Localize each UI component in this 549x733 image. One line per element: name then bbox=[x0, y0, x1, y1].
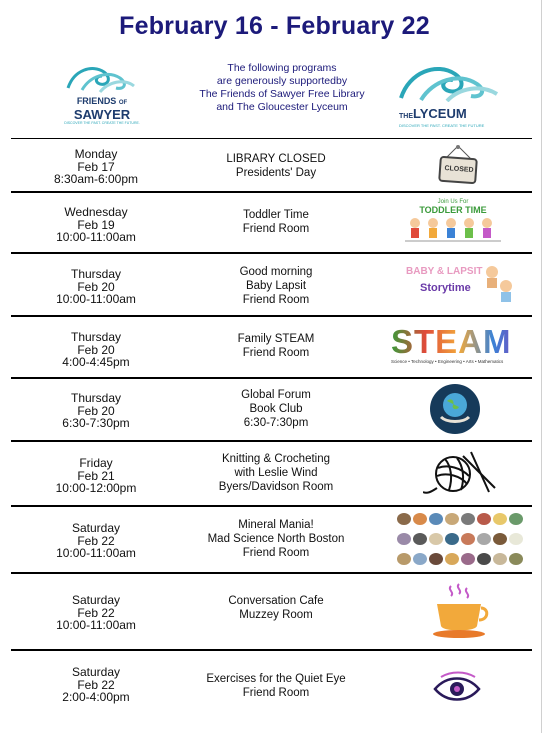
coffee-cup-icon bbox=[429, 582, 489, 645]
closed-sign-icon bbox=[436, 144, 480, 191]
globe-icon bbox=[429, 383, 481, 440]
event-time: 2:00-4:00pm bbox=[62, 690, 130, 704]
lyceum-logo bbox=[393, 58, 503, 128]
steam-logo bbox=[391, 325, 527, 369]
baby-lapsit-caption-2: Storytime bbox=[420, 282, 471, 294]
event-line: Byers/Davidson Room bbox=[218, 481, 334, 493]
sponsor-text bbox=[187, 62, 377, 114]
event-description bbox=[191, 672, 361, 700]
event-day: Wednesday bbox=[64, 205, 128, 219]
sponsor-line: and The Gloucester Lyceum bbox=[216, 101, 348, 113]
event-row bbox=[11, 138, 532, 191]
sponsor-header bbox=[0, 52, 549, 132]
event-date bbox=[41, 457, 151, 495]
yarn-ball-icon bbox=[423, 448, 503, 501]
row-divider bbox=[11, 191, 532, 193]
event-line: Mineral Mania! bbox=[238, 519, 314, 531]
event-line: Muzzey Room bbox=[239, 609, 313, 621]
event-date-label: Feb 22 bbox=[77, 677, 115, 692]
event-line: Global Forum bbox=[241, 389, 311, 401]
event-line: Friend Room bbox=[242, 687, 310, 699]
sponsor-line: are generously supportedby bbox=[216, 75, 348, 87]
steam-logo-word: STEAM bbox=[391, 325, 527, 359]
event-date bbox=[41, 268, 151, 306]
event-time: 8:30am-6:00pm bbox=[53, 172, 139, 186]
lyceum-logo-the: THE bbox=[399, 113, 413, 120]
babies-icon bbox=[482, 264, 516, 304]
event-line: Exercises for the Quiet Eye bbox=[206, 673, 346, 685]
event-line: 6:30-7:30pm bbox=[243, 417, 309, 429]
event-date bbox=[41, 594, 151, 632]
page-title: February 16 - February 22 bbox=[119, 12, 430, 40]
row-divider bbox=[11, 572, 532, 574]
friends-logo-line1: FRIENDS bbox=[76, 96, 117, 106]
event-line: LIBRARY CLOSED bbox=[226, 153, 326, 165]
row-divider bbox=[11, 138, 532, 139]
event-description bbox=[191, 388, 361, 430]
event-day: Thursday bbox=[70, 391, 122, 405]
children-icon bbox=[403, 215, 503, 245]
event-line: Family STEAM bbox=[237, 333, 315, 345]
event-row bbox=[11, 191, 532, 252]
event-description bbox=[191, 152, 361, 180]
event-row bbox=[11, 377, 532, 440]
event-row bbox=[11, 252, 532, 315]
row-divider bbox=[11, 440, 532, 442]
baby-lapsit-image bbox=[406, 262, 516, 308]
event-time: 10:00-12:00pm bbox=[55, 481, 137, 495]
event-day: Thursday bbox=[70, 267, 122, 281]
friends-logo-tagline: DISCOVER THE PAST. CREATE THE FUTURE. bbox=[64, 121, 140, 125]
wave-icon bbox=[64, 60, 140, 94]
event-description bbox=[191, 452, 361, 494]
event-day: Saturday bbox=[71, 665, 121, 679]
friends-logo-line3: SAWYER bbox=[73, 107, 131, 122]
event-date bbox=[41, 331, 151, 369]
event-time: 4:00-4:45pm bbox=[62, 355, 130, 369]
event-date bbox=[41, 392, 151, 430]
event-line: Friend Room bbox=[242, 347, 310, 359]
event-date bbox=[41, 148, 151, 186]
event-line: Friend Room bbox=[242, 547, 310, 559]
event-date bbox=[41, 522, 151, 560]
event-line: Book Club bbox=[249, 403, 303, 415]
toddler-time-image bbox=[403, 199, 503, 249]
row-divider bbox=[11, 315, 532, 317]
event-date-label: Feb 17 bbox=[77, 159, 115, 174]
toddler-time-caption-1: Join Us For bbox=[437, 199, 469, 205]
wave-icon bbox=[393, 58, 503, 102]
event-row bbox=[11, 505, 532, 572]
event-row bbox=[11, 649, 532, 733]
event-date-label: Feb 20 bbox=[77, 403, 115, 418]
event-line: Conversation Cafe bbox=[228, 595, 324, 607]
event-time: 10:00-11:00am bbox=[56, 618, 136, 632]
event-description bbox=[191, 518, 361, 560]
event-time: 10:00-11:00am bbox=[56, 546, 136, 560]
event-time: 10:00-11:00am bbox=[56, 292, 136, 306]
row-divider bbox=[11, 505, 532, 507]
row-divider bbox=[11, 252, 532, 254]
event-date-label: Feb 20 bbox=[77, 279, 115, 294]
event-row bbox=[11, 440, 532, 505]
event-line: Toddler Time bbox=[243, 209, 309, 221]
event-time: 10:00-11:00am bbox=[56, 230, 136, 244]
lyceum-logo-word: LYCEUM bbox=[413, 106, 467, 121]
event-description bbox=[191, 208, 361, 236]
row-divider bbox=[11, 649, 532, 651]
steam-logo-tagline: Science • Technology • Engineering • Arts • Mathematics bbox=[391, 359, 504, 364]
row-divider bbox=[11, 377, 532, 379]
event-line: Good morning bbox=[239, 266, 313, 278]
event-line: Knitting & Crocheting bbox=[221, 453, 331, 465]
mineral-stones-icon bbox=[397, 513, 523, 565]
event-time: 6:30-7:30pm bbox=[62, 416, 130, 430]
minerals-grid bbox=[394, 510, 528, 573]
toddler-time-caption-2: TODDLER TIME bbox=[419, 205, 487, 215]
event-day: Saturday bbox=[71, 593, 121, 607]
eye-icon bbox=[431, 669, 483, 714]
event-day: Thursday bbox=[70, 330, 122, 344]
closed-sign-text: CLOSED bbox=[444, 164, 474, 175]
event-description bbox=[191, 594, 361, 622]
event-description bbox=[191, 265, 361, 307]
event-row bbox=[11, 572, 532, 649]
sponsor-line: The Friends of Sawyer Free Library bbox=[199, 88, 365, 100]
event-line: Mad Science North Boston bbox=[207, 533, 345, 545]
event-day: Monday bbox=[74, 147, 118, 161]
event-line: with Leslie Wind bbox=[234, 467, 318, 479]
friends-logo-line2: OF bbox=[118, 100, 128, 106]
friends-of-sawyer-logo bbox=[64, 60, 140, 124]
event-day: Friday bbox=[79, 456, 113, 470]
event-line: Friend Room bbox=[242, 223, 310, 235]
event-date-label: Feb 22 bbox=[77, 605, 115, 620]
event-day: Saturday bbox=[71, 521, 121, 535]
baby-lapsit-caption-1: BABY & LAPSIT bbox=[406, 266, 483, 277]
event-line: Presidents' Day bbox=[235, 167, 317, 179]
event-date bbox=[41, 666, 151, 704]
event-description bbox=[191, 332, 361, 360]
event-date-label: Feb 22 bbox=[77, 533, 115, 548]
event-line: Friend Room bbox=[242, 294, 310, 306]
event-date-label: Feb 19 bbox=[77, 217, 115, 232]
sponsor-line: The following programs bbox=[227, 62, 337, 74]
event-row bbox=[11, 315, 532, 377]
event-date bbox=[41, 206, 151, 244]
lyceum-logo-tagline: DISCOVER THE PAST. CREATE THE FUTURE bbox=[399, 123, 485, 128]
event-date-label: Feb 21 bbox=[77, 468, 115, 483]
event-line: Baby Lapsit bbox=[245, 280, 307, 292]
event-date-label: Feb 20 bbox=[77, 342, 115, 357]
